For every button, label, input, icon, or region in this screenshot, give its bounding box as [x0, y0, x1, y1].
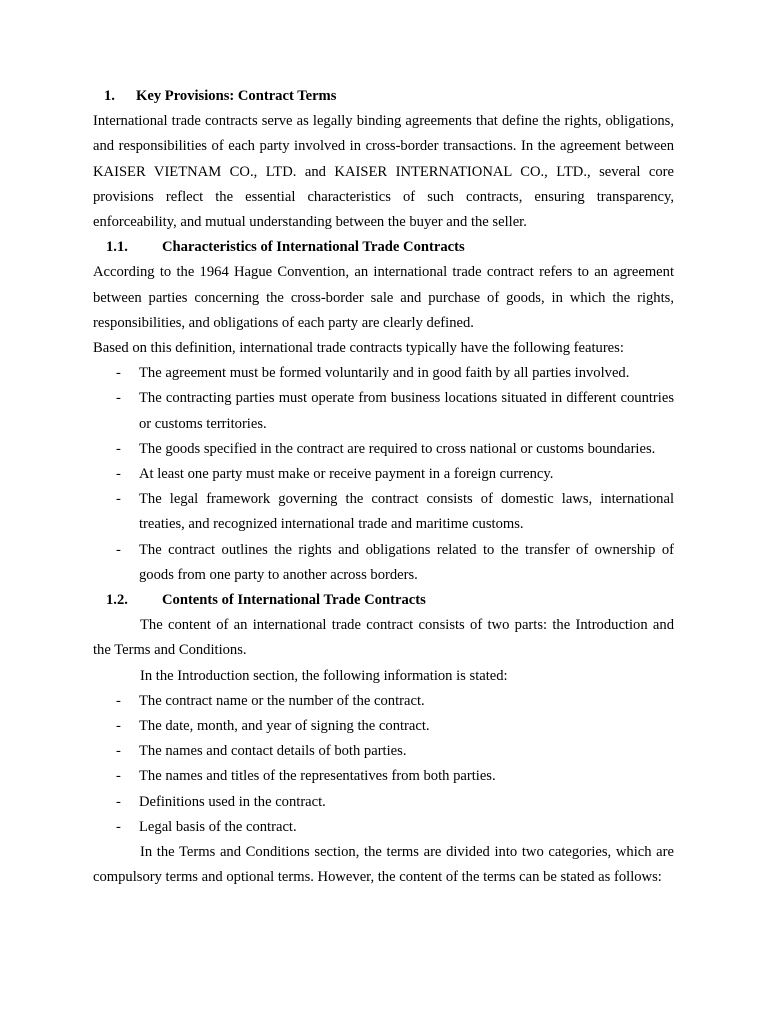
list-item — [93, 462, 674, 487]
section-1-2-title: Contents of International Trade Contracts — [162, 592, 426, 609]
list-item-text: Legal basis of the contract. — [139, 818, 297, 835]
list-item — [93, 689, 674, 714]
introduction-items-list — [93, 689, 674, 840]
section-1-2-paragraph-2: In the Introduction section, the following information is stated: — [140, 667, 508, 684]
bullet-dash: - — [116, 718, 121, 735]
list-item-text: The date, month, and year of signing the contract. — [139, 718, 430, 735]
list-item — [93, 790, 674, 815]
list-item-text: The agreement must be formed voluntarily and in good faith by all parties involved. — [139, 365, 630, 382]
list-item-text: The contract name or the number of the contract. — [139, 692, 425, 709]
list-item-text: Definitions used in the contract. — [139, 793, 326, 810]
section-1-1-paragraph-2: Based on this definition, international trade contracts typically have the following features: — [93, 340, 624, 357]
section-1-1-title: Characteristics of International Trade Contracts — [162, 239, 465, 256]
list-item-text: The names and contact details of both parties. — [139, 743, 407, 760]
section-1-paragraph: International trade contracts serve as legally binding agreements that define the rights, obligations, and responsibilities of each party involved in cross-border transactions. In the agreement between KAISER VIETNAM CO., LTD. and KAISER INTERNATIONAL CO., LTD., several core provisions reflect the essential characteristics of such contracts, ensuring transparency, enforceability, and mutual understanding between the buyer and the seller. — [93, 113, 674, 231]
section-1-1-heading — [93, 235, 674, 260]
bullet-dash: - — [116, 793, 121, 810]
section-1-2-number: 1.2. — [106, 592, 128, 609]
section-1-title: Key Provisions: Contract Terms — [136, 88, 337, 104]
features-list — [93, 361, 674, 588]
list-item-text: At least one party must make or receive payment in a foreign currency. — [139, 466, 554, 483]
list-item — [93, 361, 674, 386]
bullet-dash: - — [116, 390, 121, 407]
section-1-heading — [93, 84, 674, 109]
bullet-dash: - — [116, 768, 121, 785]
bullet-dash: - — [116, 491, 121, 508]
list-item — [93, 714, 674, 739]
list-item — [93, 764, 674, 789]
list-item — [93, 815, 674, 840]
bullet-dash: - — [116, 365, 121, 382]
list-item — [93, 437, 674, 462]
section-1-1-number: 1.1. — [106, 239, 128, 256]
section-1-number: 1. — [104, 88, 115, 104]
section-1-2-heading — [93, 588, 674, 613]
list-item-text: The contracting parties must operate from business locations situated in different countries or customs territories. — [139, 390, 674, 432]
list-item — [93, 386, 674, 436]
bullet-dash: - — [116, 743, 121, 760]
list-item-text: The contract outlines the rights and obligations related to the transfer of ownership of goods from one party to another across borders. — [139, 541, 674, 583]
list-item — [93, 487, 674, 537]
bullet-dash: - — [116, 440, 121, 457]
bullet-dash: - — [116, 692, 121, 709]
list-item — [93, 739, 674, 764]
list-item-text: The names and titles of the representatives from both parties. — [139, 768, 496, 785]
bullet-dash: - — [116, 466, 121, 483]
bullet-dash: - — [116, 818, 121, 835]
document-page — [93, 84, 674, 891]
section-1-2-paragraph-3: In the Terms and Conditions section, the terms are divided into two categories, which are compulsory terms and optional terms. However, the content of the terms can be stated as follows: — [93, 844, 674, 886]
section-1-1-paragraph-1: According to the 1964 Hague Convention, an international trade contract refers to an agreement between parties concerning the cross-border sale and purchase of goods, in which the rights, responsibilities, and obligations of each party are clearly defined. — [93, 264, 674, 331]
list-item-text: The legal framework governing the contract consists of domestic laws, international treaties, and recognized international trade and maritime customs. — [139, 491, 674, 533]
bullet-dash: - — [116, 541, 121, 558]
list-item-text: The goods specified in the contract are required to cross national or customs boundaries. — [139, 440, 656, 457]
list-item — [93, 538, 674, 588]
section-1-2-paragraph-1: The content of an international trade contract consists of two parts: the Introduction and the Terms and Conditions. — [93, 617, 674, 659]
